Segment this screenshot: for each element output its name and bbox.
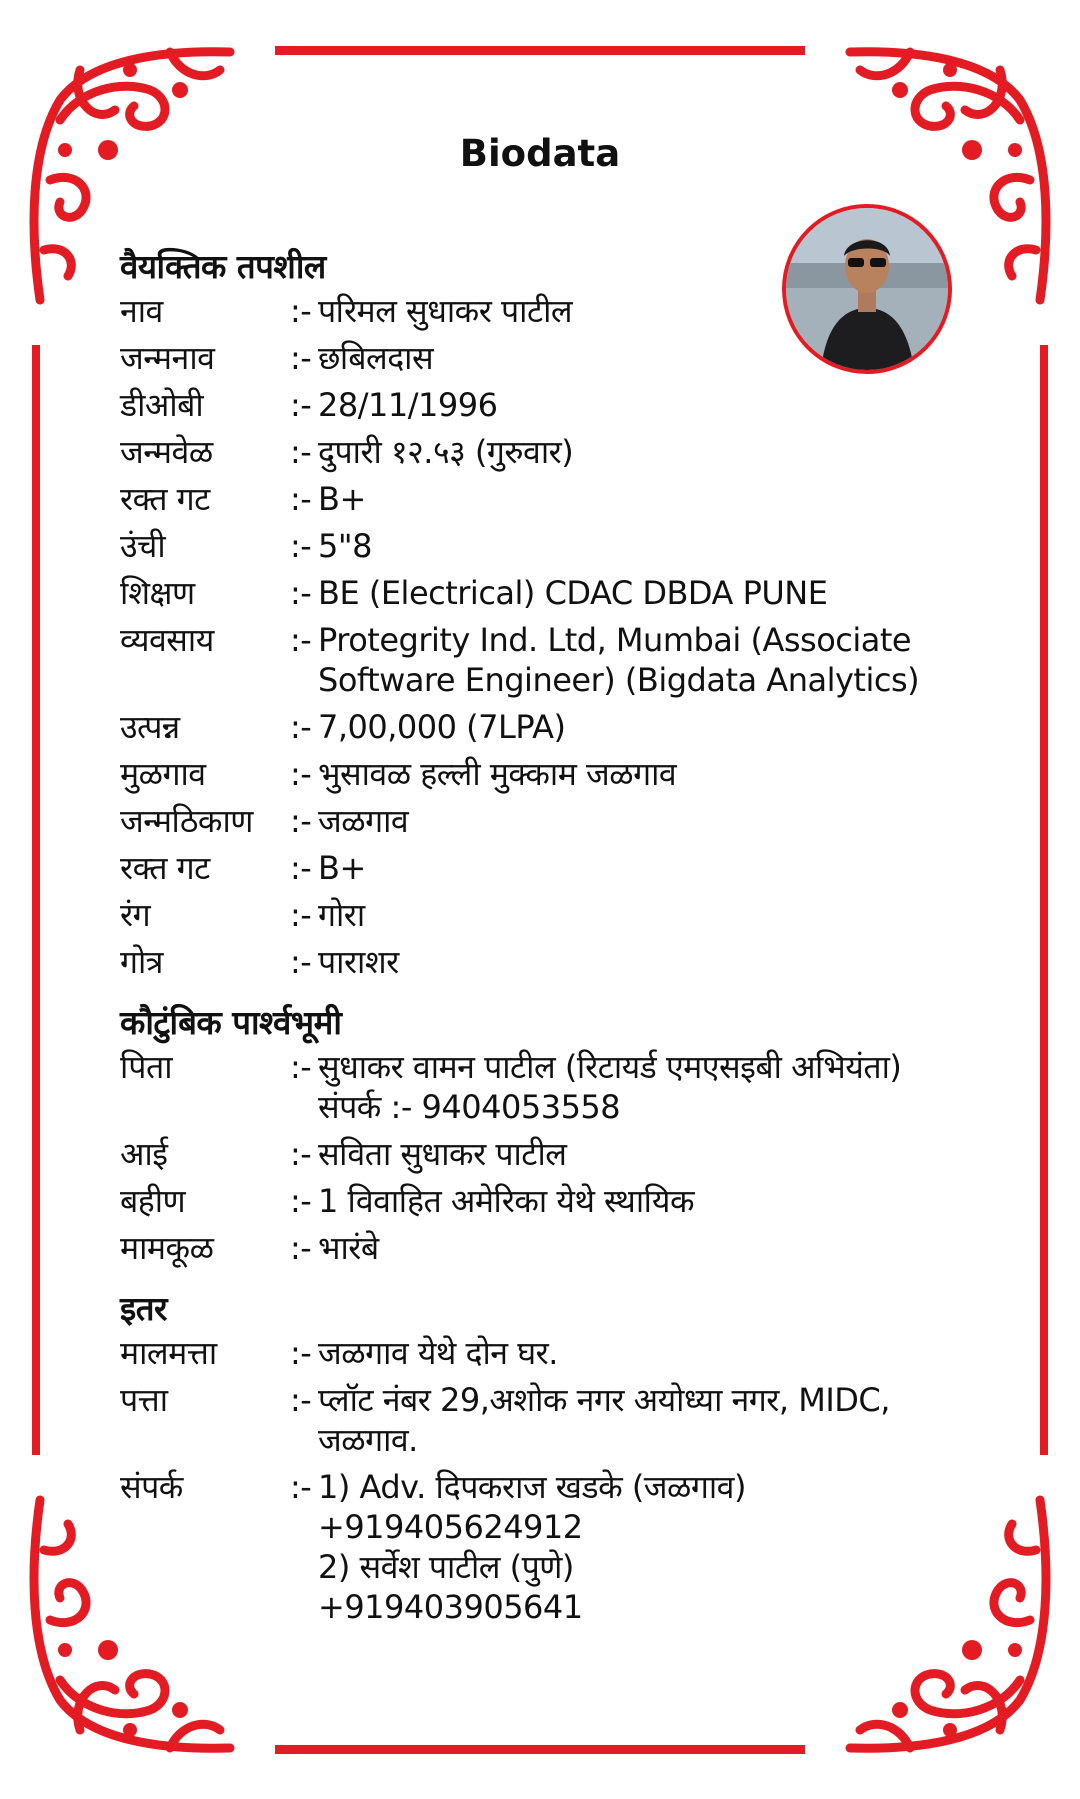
row-separator: :- bbox=[290, 292, 312, 330]
row-maternal-family bbox=[120, 1228, 970, 1268]
row-label: आई bbox=[120, 1135, 168, 1173]
row-value: परिमल सुधाकर पाटील bbox=[318, 292, 573, 330]
row-label: रक्त गट bbox=[120, 849, 210, 887]
row-separator: :- bbox=[290, 386, 312, 424]
row-blood-group-2 bbox=[120, 848, 970, 888]
row-dob bbox=[120, 385, 970, 425]
row-gotra bbox=[120, 942, 970, 982]
row-value: छबिलदास bbox=[318, 339, 434, 377]
biodata-content bbox=[120, 243, 970, 1634]
row-value: दुपारी १२.५३ (गुरुवार) bbox=[318, 433, 574, 471]
row-value: 7,00,000 (7LPA) bbox=[318, 708, 566, 746]
row-separator: :- bbox=[290, 896, 312, 934]
row-label: शिक्षण bbox=[120, 574, 195, 612]
row-label: रंग bbox=[120, 896, 151, 934]
row-value: BE (Electrical) CDAC DBDA PUNE bbox=[318, 574, 828, 612]
row-contact bbox=[120, 1467, 970, 1627]
row-property bbox=[120, 1333, 970, 1373]
row-separator: :- bbox=[290, 339, 312, 377]
row-label: पत्ता bbox=[120, 1381, 168, 1419]
row-separator: :- bbox=[290, 480, 312, 518]
row-label: मुळगाव bbox=[120, 755, 206, 793]
row-value: 28/11/1996 bbox=[318, 386, 498, 424]
row-label: गोत्र bbox=[120, 943, 163, 981]
row-value: जळगाव येथे दोन घर. bbox=[318, 1334, 558, 1372]
row-label: संपर्क bbox=[120, 1468, 183, 1506]
row-occupation bbox=[120, 620, 970, 700]
row-separator: :- bbox=[290, 574, 312, 612]
row-value: भारंबे bbox=[318, 1229, 379, 1267]
row-value: 1) Adv. दिपकराज खडके (जळगाव) +919405624912 2) सर्वेश पाटील (पुणे) +919403905641 bbox=[318, 1468, 746, 1626]
page-title: Biodata bbox=[459, 132, 621, 175]
section-personal bbox=[120, 243, 970, 982]
section-heading: इतर bbox=[120, 1289, 168, 1328]
row-birth-time bbox=[120, 432, 970, 472]
row-separator: :- bbox=[290, 943, 312, 981]
row-label: मामकूळ bbox=[120, 1229, 214, 1267]
row-value: गोरा bbox=[318, 896, 365, 934]
row-label: उंची bbox=[120, 527, 166, 565]
row-native-place bbox=[120, 754, 970, 794]
row-separator: :- bbox=[290, 1229, 312, 1267]
row-birth-name bbox=[120, 338, 970, 378]
section-heading: कौटुंबिक पार्श्वभूमी bbox=[120, 1003, 342, 1042]
row-father bbox=[120, 1047, 970, 1127]
section-family bbox=[120, 999, 970, 1268]
row-separator: :- bbox=[290, 1468, 312, 1506]
row-value: B+ bbox=[318, 480, 366, 518]
row-education bbox=[120, 573, 970, 613]
row-blood-group bbox=[120, 479, 970, 519]
row-label: पिता bbox=[120, 1048, 172, 1086]
row-label: बहीण bbox=[120, 1182, 186, 1220]
row-label: जन्मवेळ bbox=[120, 433, 213, 471]
row-separator: :- bbox=[290, 1182, 312, 1220]
row-separator: :- bbox=[290, 708, 312, 746]
row-separator: :- bbox=[290, 802, 312, 840]
frame-bottom-line bbox=[275, 1745, 805, 1754]
row-separator: :- bbox=[290, 755, 312, 793]
row-income bbox=[120, 707, 970, 747]
row-name bbox=[120, 291, 970, 331]
row-separator: :- bbox=[290, 1334, 312, 1372]
row-value: 5"8 bbox=[318, 527, 372, 565]
frame-right-line bbox=[1040, 345, 1048, 1455]
row-sister bbox=[120, 1181, 970, 1221]
section-heading: वैयक्तिक तपशील bbox=[120, 247, 326, 286]
row-birth-place bbox=[120, 801, 970, 841]
frame-top-line bbox=[275, 46, 805, 55]
row-height bbox=[120, 526, 970, 566]
row-label: नाव bbox=[120, 292, 163, 330]
row-value: सुधाकर वामन पाटील (रिटायर्ड एमएसइबी अभियंता) संपर्क :- 9404053558 bbox=[318, 1048, 902, 1126]
row-label: डीओबी bbox=[120, 386, 204, 424]
row-separator: :- bbox=[290, 849, 312, 887]
row-mother bbox=[120, 1134, 970, 1174]
row-value: Protegrity Ind. Ltd, Mumbai (Associate Software Engineer) (Bigdata Analytics) bbox=[318, 621, 920, 699]
row-address bbox=[120, 1380, 970, 1460]
row-value: प्लॉट नंबर 29,अशोक नगर अयोध्या नगर, MIDC, जळगाव. bbox=[318, 1381, 890, 1459]
row-separator: :- bbox=[290, 1381, 312, 1419]
row-value: सविता सुधाकर पाटील bbox=[318, 1135, 567, 1173]
row-value: 1 विवाहित अमेरिका येथे स्थायिक bbox=[318, 1182, 695, 1220]
row-complexion bbox=[120, 895, 970, 935]
row-separator: :- bbox=[290, 621, 312, 659]
row-value: पाराशर bbox=[318, 943, 399, 981]
row-separator: :- bbox=[290, 433, 312, 471]
row-label: उत्पन्न bbox=[120, 708, 180, 746]
row-value: B+ bbox=[318, 849, 366, 887]
section-other bbox=[120, 1285, 970, 1627]
row-label: व्यवसाय bbox=[120, 621, 214, 659]
row-value: भुसावळ हल्ली मुक्काम जळगाव bbox=[318, 755, 677, 793]
row-label: जन्मनाव bbox=[120, 339, 215, 377]
row-separator: :- bbox=[290, 1135, 312, 1173]
row-separator: :- bbox=[290, 1048, 312, 1086]
row-label: जन्मठिकाण bbox=[120, 802, 253, 840]
row-label: मालमत्ता bbox=[120, 1334, 217, 1372]
row-separator: :- bbox=[290, 527, 312, 565]
frame-left-line bbox=[32, 345, 40, 1455]
row-label: रक्त गट bbox=[120, 480, 210, 518]
row-value: जळगाव bbox=[318, 802, 409, 840]
